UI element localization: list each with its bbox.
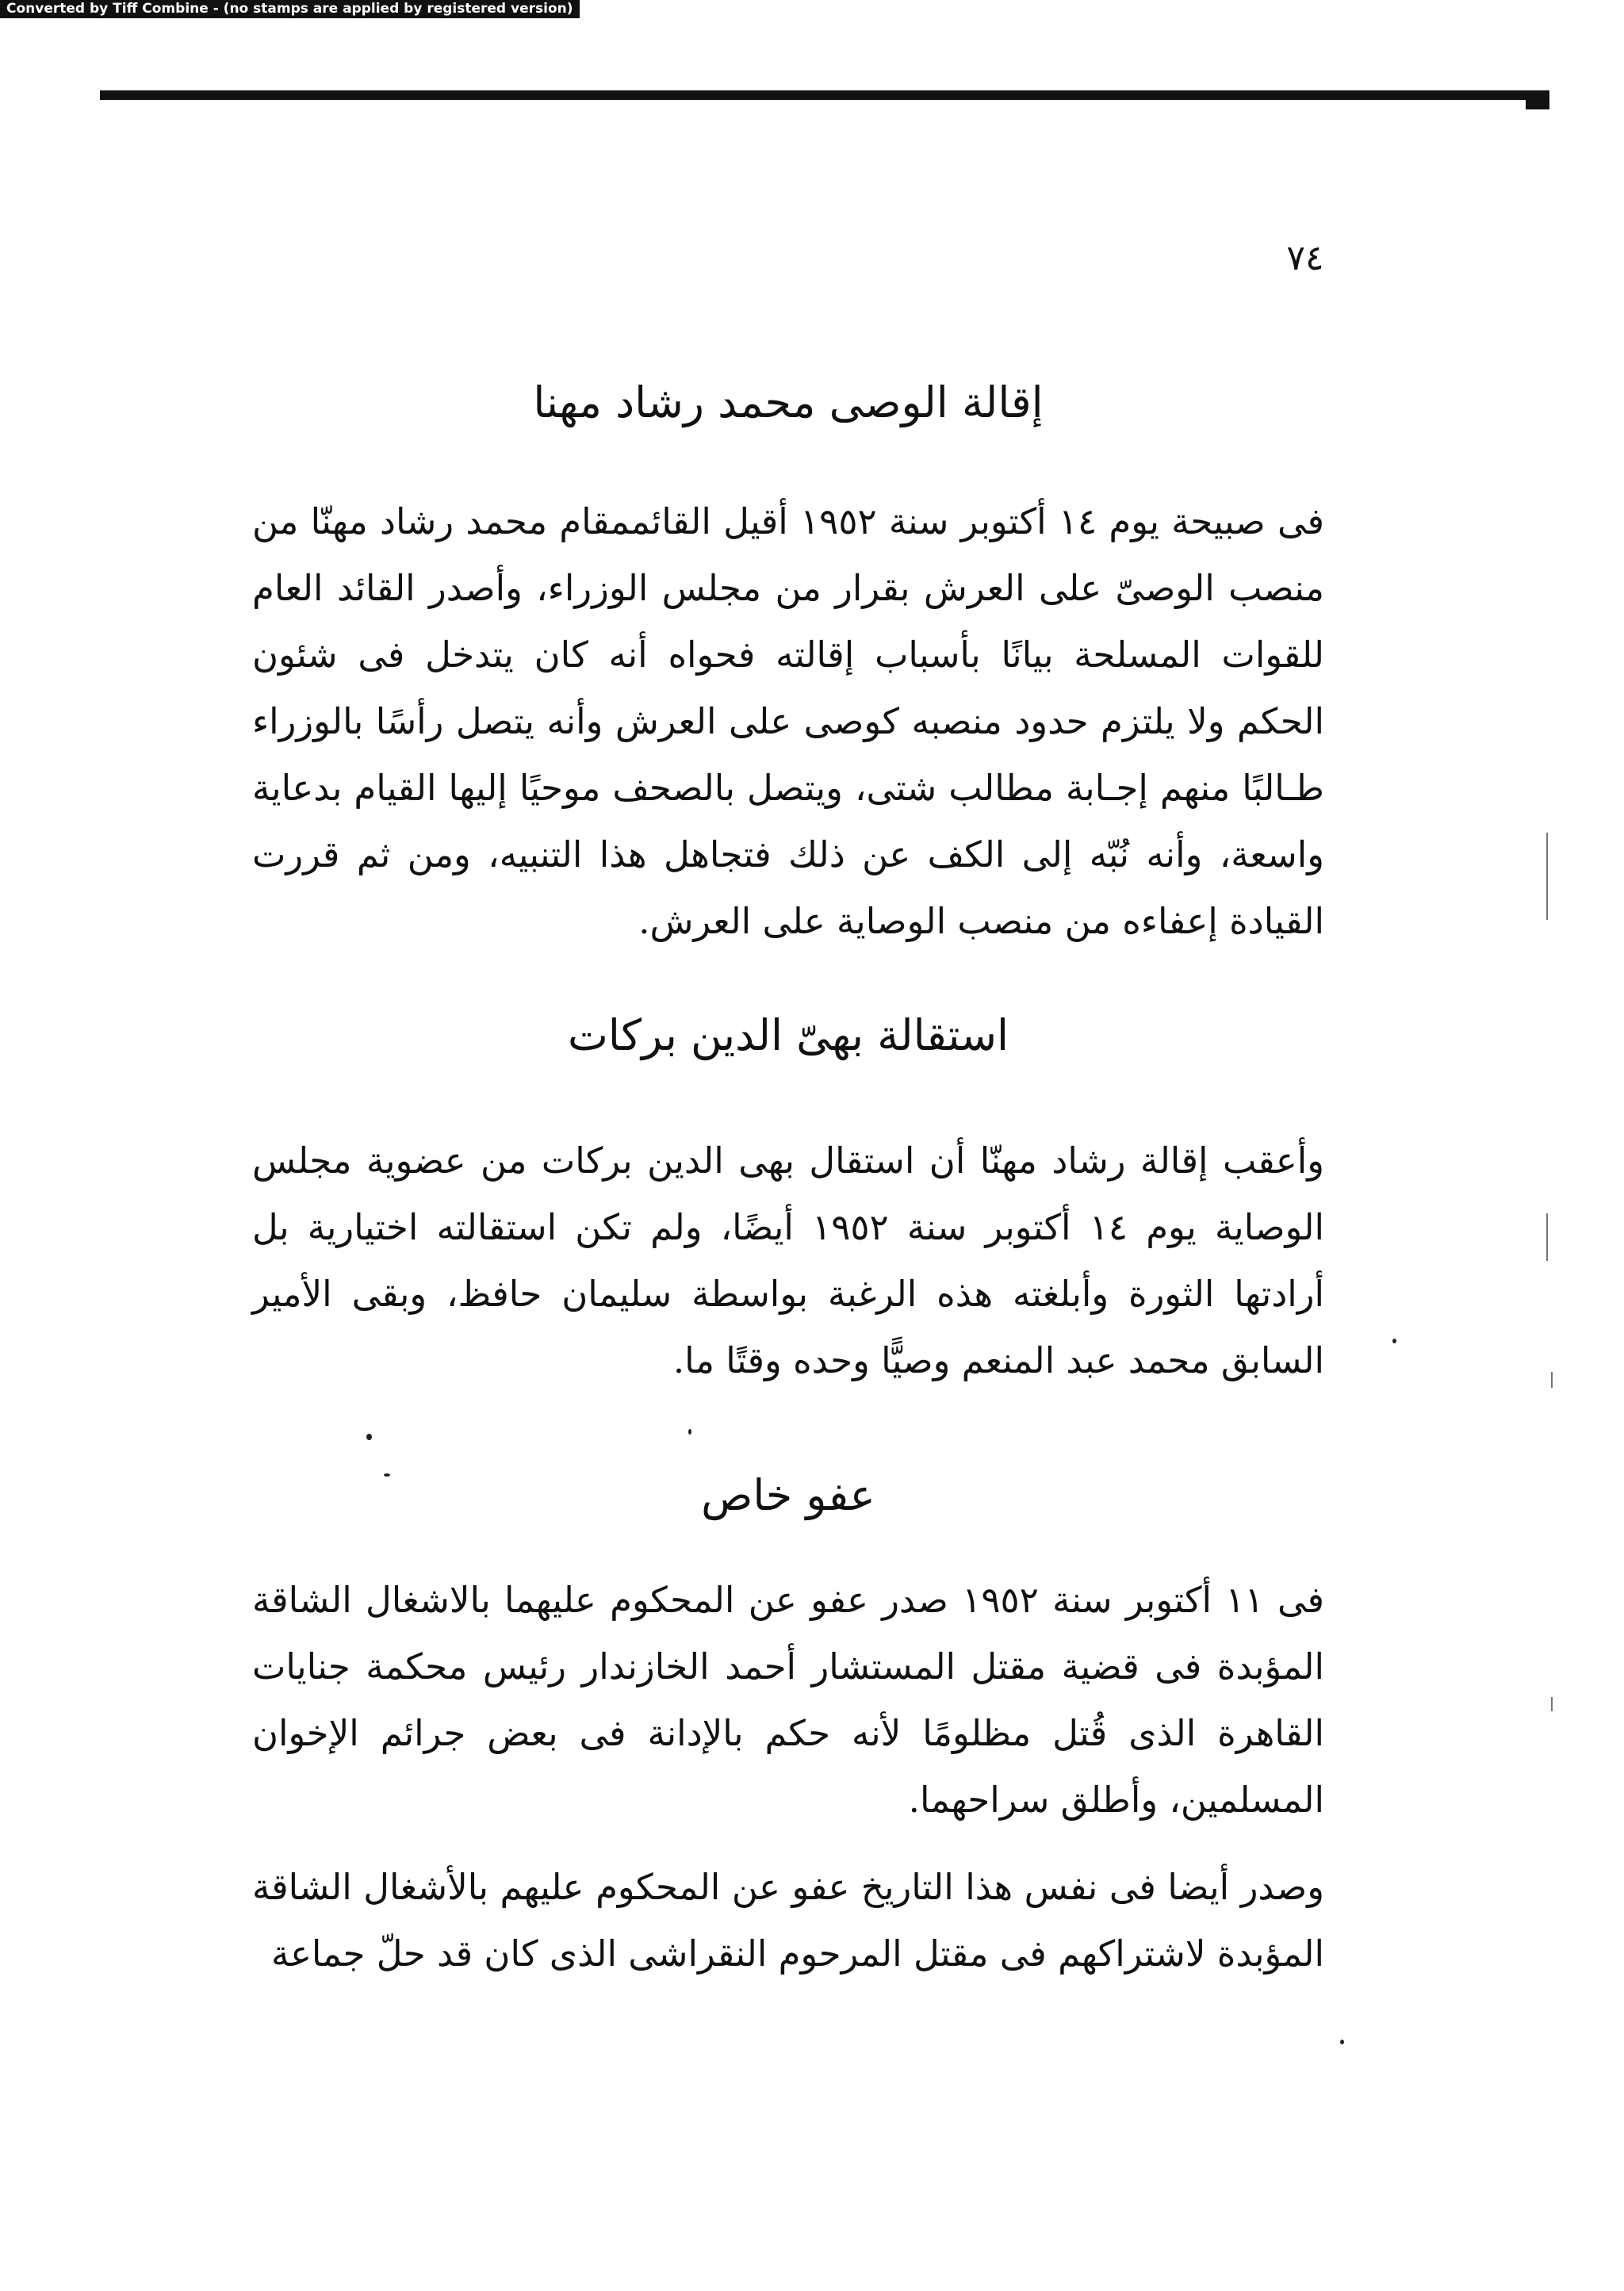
scan-speck (1392, 1339, 1396, 1343)
scan-speck (366, 1434, 372, 1440)
section-body-pardon (252, 1567, 1324, 1987)
paragraph: وصدر أيضا فى نفس هذا التاريخ عفو عن المحكوم عليهم بالأشغال الشاقة المؤبدة لاشتراكهم فى مقتل المرحوم النقراشى الذى كان قد حلّ جماعة (252, 1866, 1324, 1975)
section-heading-resignation: استقالة بهىّ الدين بركات (568, 1010, 1009, 1060)
paragraph: وأعقب إقالة رشاد مهنّا أن استقال بهى الدين بركات من عضوية مجلس الوصاية يوم ١٤ أكتوبر سنة ١٩٥٢ أيضًا، ولم تكن استقالته اختيارية بل أرادتها الثورة وأبلغته هذه الرغبة بواسطة سليمان حافظ، وبقى الأمير السابق محمد عبد المنعم وصيًّا وحده وقتًا ما. (252, 1140, 1325, 1381)
scan-edge-mark (1551, 1697, 1553, 1711)
scan-speck (1340, 2040, 1344, 2044)
scan-speck (384, 1473, 390, 1477)
scan-edge-mark (1551, 1372, 1553, 1388)
section-body-dismissal (252, 488, 1324, 955)
scan-edge-mark (1546, 833, 1548, 920)
section-heading-dismissal: إقالة الوصى محمد رشاد مهنا (533, 377, 1044, 427)
paragraph: فى ١١ أكتوبر سنة ١٩٥٢ صدر عفو عن المحكوم عليهما بالاشغال الشاقة المؤبدة فى قضية مقتل المستشار أحمد الخازندار رئيس محكمة جنايات القاهرة الذى قُتل مظلومًا لأنه حكم بالإدانة فى بعض جرائم الإخوان المسلمين، وأطلق سراحهما. (252, 1579, 1324, 1821)
section-heading-pardon: عفو خاص (701, 1470, 875, 1520)
paragraph: فى صبيحة يوم ١٤ أكتوبر سنة ١٩٥٢ أقيل القائممقام محمد رشاد مهنّا من منصب الوصىّ على العرش بقرار من مجلس الوزراء، وأصدر القائد العام للقوات المسلحة بيانًا بأسباب إقالته فحواه أنه كان يتدخل فى شئون الحكم ولا يلتزم حدود منصبه كوصى على العرش وأنه يتصل رأسًا بالوزراء طـالبًا منهم إجـابة مطالب شتى، ويتصل بالصحف موحيًا إليها القيام بدعاية واسعة، وأنه نُبّه إلى الكف عن ذلك فتجاهل هذا التنبيه، ومن ثم قررت القيادة إعفاءه من منصب الوصاية على العرش. (252, 500, 1324, 942)
page-number: ٧٤ (1286, 238, 1324, 278)
header-rule (100, 90, 1549, 100)
scan-edge-mark (1546, 1213, 1548, 1261)
converter-banner: Converted by Tiff Combine - (no stamps are applied by registered version) (0, 0, 580, 18)
section-body-resignation (252, 1128, 1324, 1394)
scan-speck (688, 1429, 691, 1435)
